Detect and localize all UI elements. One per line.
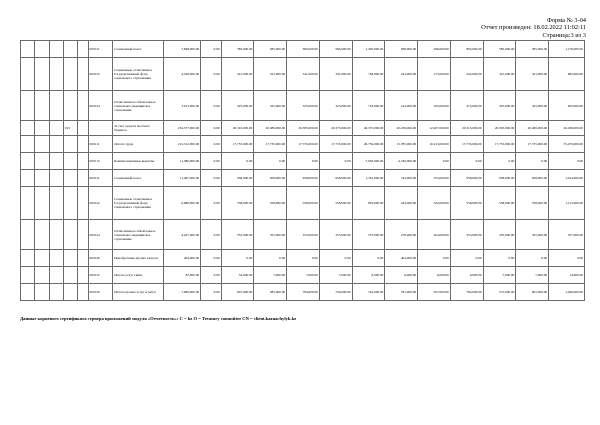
program-code-cell (63, 153, 77, 170)
program-code-cell (63, 41, 77, 58)
empty-cell (21, 41, 35, 58)
value-cell: 4,196,000.00 (164, 58, 201, 91)
value-cell: 404,000.00 (385, 250, 418, 267)
empty-cell (21, 58, 35, 91)
value-cell: 341,000.00 (516, 58, 549, 91)
value-cell: 341,000.00 (287, 58, 320, 91)
table-row (21, 220, 585, 250)
specifics-code-cell: 000149 (88, 250, 113, 267)
value-cell: 341,000.00 (254, 58, 287, 91)
value-cell: 0.00 (319, 250, 352, 267)
value-cell: 0.00 (201, 267, 221, 284)
empty-cell (21, 91, 35, 121)
empty-cell (78, 121, 88, 136)
value-cell: 7,000.00 (319, 267, 352, 284)
value-cell: 0.00 (287, 153, 320, 170)
empty-cell (21, 153, 35, 170)
value-cell: 35,470,000.00 (549, 136, 585, 153)
empty-cell (78, 284, 88, 301)
value-cell: 744,000.00 (385, 170, 418, 187)
empty-cell (78, 267, 88, 284)
value-cell: 434,000.00 (385, 187, 418, 220)
value-cell: 7,848,000.00 (164, 41, 201, 58)
value-cell: 558,000.00 (287, 187, 320, 220)
empty-cell (21, 267, 35, 284)
value-cell: 0.00 (201, 121, 221, 136)
value-cell: 322,000.00 (418, 187, 451, 220)
report-header (481, 17, 586, 39)
empty-cell (49, 187, 63, 220)
value-cell: 507,000.00 (418, 284, 451, 301)
page-indicator: Страница:3 из 3 (542, 31, 586, 39)
value-cell: 3,913,000.00 (164, 91, 201, 121)
report-table (20, 40, 585, 301)
value-cell: 558,000.00 (516, 187, 549, 220)
value-cell: 6,688,000.00 (164, 187, 201, 220)
value-cell: 11,380,000.00 (164, 153, 201, 170)
value-cell: 803,000.00 (352, 187, 385, 220)
value-cell: 14,000.00 (549, 267, 585, 284)
item-name-cell: Оплата прочих услуг и работ (113, 284, 164, 301)
value-cell: 355,000.00 (254, 220, 287, 250)
value-cell: 1,914,000.00 (549, 170, 585, 187)
value-cell: 958,000.00 (483, 170, 516, 187)
value-cell: 958,000.00 (254, 170, 287, 187)
value-cell: 0.00 (201, 187, 221, 220)
program-code-cell (63, 91, 77, 121)
value-cell: 0.00 (254, 250, 287, 267)
value-cell: 0.00 (516, 250, 549, 267)
item-name-cell: Социальный налог (113, 41, 164, 58)
value-cell: 7,000.00 (287, 267, 320, 284)
value-cell: 234,577,000.00 (164, 121, 201, 136)
value-cell: 0.00 (201, 41, 221, 58)
certificate-footer: Данные корневого сертификата сервера приложений модуля «Отчетность»: C = kz O = Treasury committee CN = client.kaznachylyk.kz (20, 316, 297, 321)
value-cell: 0.00 (254, 153, 287, 170)
program-code-cell: 015 (63, 121, 77, 136)
value-cell: 0.00 (201, 58, 221, 91)
item-name-cell: За счет средств местного бюджета (113, 121, 164, 136)
program-code-cell (63, 267, 77, 284)
empty-cell (35, 250, 49, 267)
value-cell: 213,000.00 (450, 91, 483, 121)
value-cell: 0.00 (549, 250, 585, 267)
empty-cell (49, 41, 63, 58)
value-cell: 17,735,000.00 (319, 136, 352, 153)
empty-cell (21, 187, 35, 220)
value-cell: 17,735,000.00 (287, 136, 320, 153)
value-cell: 744,000.00 (352, 284, 385, 301)
value-cell: 0.00 (483, 250, 516, 267)
value-cell: 325,000.00 (319, 91, 352, 121)
empty-cell (49, 284, 63, 301)
program-code-cell (63, 170, 77, 187)
item-name-cell: Приобретение прочих запасов (113, 250, 164, 267)
value-cell: 17,735,000.00 (254, 136, 287, 153)
empty-cell (21, 170, 35, 187)
value-cell: 0.00 (201, 170, 221, 187)
value-cell: 1,178,000.00 (549, 41, 585, 58)
value-cell: 803,000.00 (450, 41, 483, 58)
value-cell: 6,000.00 (385, 267, 418, 284)
value-cell: 585,000.00 (221, 41, 254, 58)
form-number: Форма № 3-04 (546, 17, 586, 24)
value-cell: 278,000.00 (385, 220, 418, 250)
value-cell: 1,295,000.00 (352, 41, 385, 58)
value-cell: 212,312,000.00 (164, 136, 201, 153)
empty-cell (35, 267, 49, 284)
value-cell: 20,499,000.00 (516, 121, 549, 136)
value-cell: 0.00 (450, 250, 483, 267)
value-cell: 17,735,000.00 (483, 136, 516, 153)
specifics-code-cell (88, 121, 113, 136)
value-cell: 0.00 (201, 153, 221, 170)
report-body (21, 41, 585, 301)
empty-cell (21, 284, 35, 301)
value-cell: 17,735,000.00 (450, 136, 483, 153)
table-row (21, 187, 585, 220)
value-cell: 1,352,000.00 (352, 170, 385, 187)
empty-cell (49, 220, 63, 250)
value-cell: 20,236,000.00 (385, 121, 418, 136)
value-cell: 7,000.00 (516, 267, 549, 284)
value-cell: 0.00 (418, 250, 451, 267)
value-cell: 4,247,000.00 (164, 220, 201, 250)
value-cell: 341,000.00 (221, 58, 254, 91)
value-cell: 7,969,000.00 (164, 284, 201, 301)
empty-cell (35, 136, 49, 153)
value-cell: 0.00 (201, 284, 221, 301)
value-cell: 558,000.00 (319, 187, 352, 220)
value-cell: 224,000.00 (450, 58, 483, 91)
value-cell: 15,785,000.00 (385, 136, 418, 153)
empty-cell (78, 91, 88, 121)
empty-cell (78, 58, 88, 91)
value-cell: 759,000.00 (319, 284, 352, 301)
table-row (21, 250, 585, 267)
specifics-code-cell: 000152 (88, 267, 113, 284)
empty-cell (49, 170, 63, 187)
value-cell: 784,000.00 (287, 284, 320, 301)
table-row (21, 58, 585, 91)
generated-timestamp: Отчет произведен: 18.02.2022 11:02:11 (481, 24, 586, 32)
table-row (21, 267, 585, 284)
value-cell: 7,050,000.00 (352, 153, 385, 170)
table-row (21, 170, 585, 187)
value-cell: 173,000.00 (418, 58, 451, 91)
empty-cell (21, 136, 35, 153)
value-cell: 0.00 (201, 136, 221, 153)
value-cell: 7,000.00 (483, 267, 516, 284)
empty-cell (78, 250, 88, 267)
table-row (21, 136, 585, 153)
value-cell: 0.00 (221, 153, 254, 170)
empty-cell (49, 121, 63, 136)
value-cell: 20,385,000.00 (287, 121, 320, 136)
value-cell: 0.00 (221, 250, 254, 267)
item-name-cell: Отчисления на обязательное социальное медицинское страхование (113, 91, 164, 121)
value-cell: 0.00 (352, 250, 385, 267)
value-cell: 558,000.00 (450, 187, 483, 220)
value-cell: 20,375,000.00 (319, 121, 352, 136)
program-code-cell (63, 187, 77, 220)
value-cell: 404,000.00 (164, 250, 201, 267)
value-cell: 605,000.00 (516, 284, 549, 301)
value-cell: 355,000.00 (287, 220, 320, 250)
value-cell: 224,000.00 (385, 58, 418, 91)
empty-cell (49, 267, 63, 284)
value-cell: 758,000.00 (352, 58, 385, 91)
empty-cell (21, 250, 35, 267)
value-cell: 20,315,000.00 (450, 121, 483, 136)
value-cell: 958,000.00 (287, 170, 320, 187)
value-cell: 6,000.00 (450, 267, 483, 284)
value-cell: 0.00 (450, 153, 483, 170)
value-cell: 0.00 (516, 153, 549, 170)
value-cell: 781,000.00 (385, 284, 418, 301)
value-cell: 34,000.00 (221, 267, 254, 284)
specifics-code-cell: 000124 (88, 91, 113, 121)
value-cell: 585,000.00 (254, 41, 287, 58)
value-cell: 958,000.00 (516, 170, 549, 187)
item-name-cell: Социальные отчисления в Государственный фонд социального страхования (113, 58, 164, 91)
value-cell: 683,000.00 (549, 58, 585, 91)
value-cell: 341,000.00 (483, 58, 516, 91)
empty-cell (35, 220, 49, 250)
value-cell: 17,735,000.00 (221, 136, 254, 153)
table-row (21, 284, 585, 301)
value-cell: 585,000.00 (287, 41, 320, 58)
value-cell: 20,310,000.00 (221, 121, 254, 136)
specifics-code-cell: 000124 (88, 220, 113, 250)
empty-cell (78, 41, 88, 58)
empty-cell (21, 220, 35, 250)
value-cell: 782,000.00 (450, 284, 483, 301)
value-cell: 558,000.00 (254, 187, 287, 220)
program-code-cell (63, 284, 77, 301)
empty-cell (49, 136, 63, 153)
value-cell: 1,115,000.00 (549, 187, 585, 220)
value-cell: 697,000.00 (221, 284, 254, 301)
value-cell: 355,000.00 (319, 220, 352, 250)
value-cell: 707,000.00 (549, 220, 585, 250)
value-cell: 353,000.00 (450, 220, 483, 250)
empty-cell (78, 220, 88, 250)
value-cell: 958,000.00 (319, 170, 352, 187)
value-cell: 0.00 (201, 91, 221, 121)
value-cell: 7,000.00 (254, 267, 287, 284)
value-cell: 6,000.00 (418, 267, 451, 284)
empty-cell (35, 58, 49, 91)
item-name-cell: Компенсационные выплаты (113, 153, 164, 170)
value-cell: 0.00 (549, 153, 585, 170)
empty-cell (78, 153, 88, 170)
value-cell: 958,000.00 (221, 170, 254, 187)
item-name-cell: Оплата труда (113, 136, 164, 153)
empty-cell (35, 91, 49, 121)
specifics-code-cell: 000111 (88, 136, 113, 153)
value-cell: 585,000.00 (483, 41, 516, 58)
value-cell: 718,000.00 (352, 91, 385, 121)
value-cell: 165,000.00 (418, 91, 451, 121)
table-row (21, 153, 585, 170)
empty-cell (35, 170, 49, 187)
empty-cell (35, 41, 49, 58)
value-cell: 585,000.00 (254, 284, 287, 301)
value-cell: 214,000.00 (385, 91, 418, 121)
value-cell: 355,000.00 (483, 220, 516, 250)
specifics-code-cell: 000122 (88, 58, 113, 91)
value-cell: 40,186,000.00 (549, 121, 585, 136)
empty-cell (78, 136, 88, 153)
empty-cell (78, 170, 88, 187)
value-cell: 325,000.00 (287, 91, 320, 121)
value-cell: 0.00 (319, 153, 352, 170)
value-cell: 325,000.00 (221, 91, 254, 121)
value-cell: 573,000.00 (352, 220, 385, 250)
value-cell: 0.00 (201, 220, 221, 250)
value-cell: 341,000.00 (319, 58, 352, 91)
empty-cell (35, 121, 49, 136)
empty-cell (35, 187, 49, 220)
value-cell: 553,000.00 (418, 170, 451, 187)
value-cell: 325,000.00 (254, 91, 287, 121)
empty-cell (35, 284, 49, 301)
value-cell: 355,000.00 (221, 220, 254, 250)
value-cell: 296,000.00 (418, 41, 451, 58)
value-cell: 20,389,000.00 (254, 121, 287, 136)
program-code-cell (63, 220, 77, 250)
program-code-cell (63, 250, 77, 267)
value-cell: 325,000.00 (516, 91, 549, 121)
specifics-code-cell: 000121 (88, 41, 113, 58)
value-cell: 4,330,000.00 (385, 153, 418, 170)
value-cell: 6,000.00 (352, 267, 385, 284)
value-cell: 0.00 (201, 250, 221, 267)
value-cell: 0.00 (483, 153, 516, 170)
specifics-code-cell: 000121 (88, 170, 113, 187)
value-cell: 650,000.00 (549, 91, 585, 121)
item-name-cell: Социальные отчисления в Государственный фонд социального страхования (113, 187, 164, 220)
specifics-code-cell: 000159 (88, 284, 113, 301)
empty-cell (49, 91, 63, 121)
item-name-cell: Социальный налог (113, 170, 164, 187)
program-code-cell (63, 136, 77, 153)
value-cell: 40,375,000.00 (352, 121, 385, 136)
value-cell: 1,040,000.00 (549, 284, 585, 301)
value-cell: 558,000.00 (483, 187, 516, 220)
empty-cell (21, 121, 35, 136)
value-cell: 558,000.00 (221, 187, 254, 220)
empty-cell (49, 153, 63, 170)
value-cell: 87,000.00 (164, 267, 201, 284)
empty-cell (35, 153, 49, 170)
value-cell: 575,000.00 (483, 284, 516, 301)
value-cell: 10,213,000.00 (418, 136, 451, 153)
value-cell: 0.00 (287, 250, 320, 267)
value-cell: 0.00 (418, 153, 451, 170)
table-row (21, 41, 585, 58)
specifics-code-cell: 000113 (88, 153, 113, 170)
value-cell: 26,759,000.00 (352, 136, 385, 153)
program-code-cell (63, 58, 77, 91)
value-cell: 568,000.00 (385, 41, 418, 58)
value-cell: 325,000.00 (483, 91, 516, 121)
item-name-cell: Отчисления на обязательное социальное медицинское страхование (113, 220, 164, 250)
empty-cell (78, 187, 88, 220)
value-cell: 20,393,000.00 (483, 121, 516, 136)
value-cell: 355,000.00 (516, 220, 549, 250)
item-name-cell: Оплата услуг связи (113, 267, 164, 284)
value-cell: 204,000.00 (418, 220, 451, 250)
empty-cell (49, 250, 63, 267)
value-cell: 958,000.00 (450, 170, 483, 187)
table-row (21, 91, 585, 121)
value-cell: 585,000.00 (319, 41, 352, 58)
value-cell: 12,207,000.00 (418, 121, 451, 136)
empty-cell (49, 58, 63, 91)
table-row (21, 121, 585, 136)
value-cell: 585,000.00 (516, 41, 549, 58)
value-cell: 11,467,000.00 (164, 170, 201, 187)
specifics-code-cell: 000122 (88, 187, 113, 220)
value-cell: 17,735,000.00 (516, 136, 549, 153)
